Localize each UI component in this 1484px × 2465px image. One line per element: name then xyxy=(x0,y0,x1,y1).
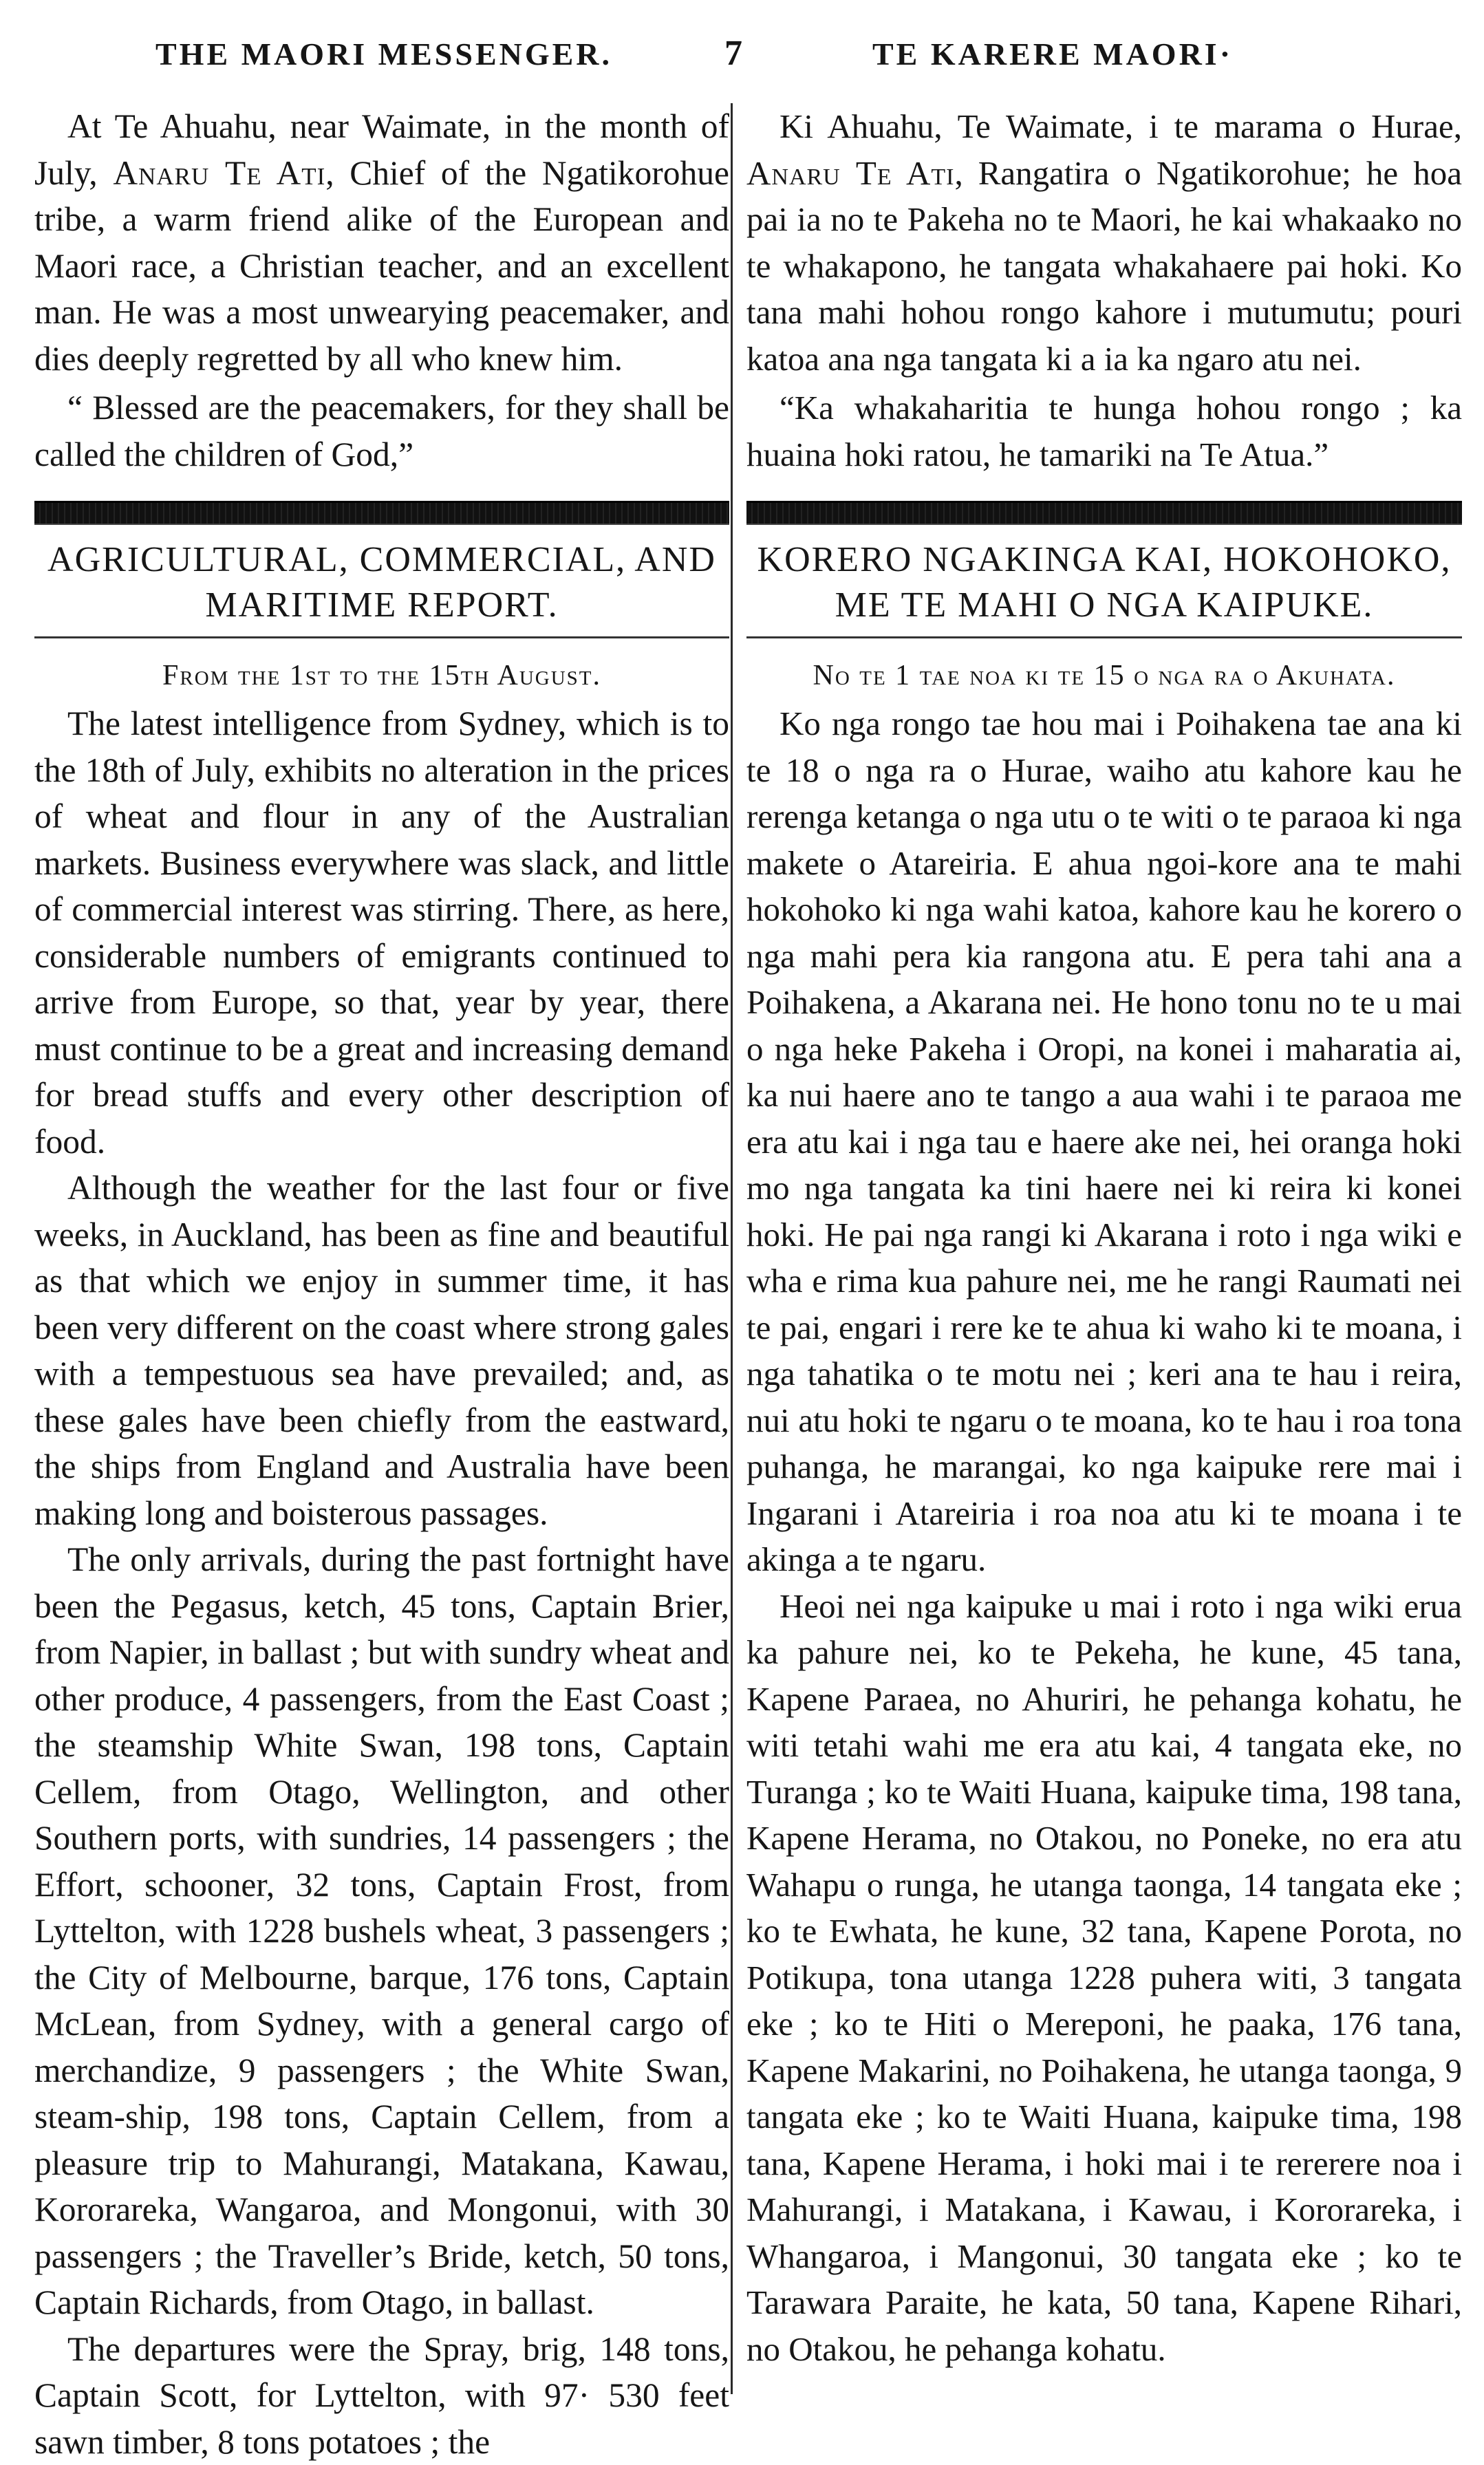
page-header xyxy=(0,12,1484,81)
section-title-maori: KORERO NGAKINGA KAI, HOKOHOKO, ME TE MAHI O NGA KAIPUKE. xyxy=(746,537,1462,628)
obituary-quote: “ Blessed are the peacemakers, for they shall be called the children of God,” xyxy=(34,385,729,477)
report-paragraph-3: The only arrivals, during the past fortnight have been the Pegasus, ketch, 45 tons, Captain Brier, from Napier, in ballast ; but with sundry wheat and other produce, 4 passengers, from the East Coast ; the steamship White Swan, 198 tons, Captain Cellem, from Otago, Wellington, and other Southern ports, with sundries, 14 passengers ; the Effort, schooner, 32 tons, Captain Frost, from Lyttelton, with 1228 bushels wheat, 3 passengers ; the City of Melbourne, barque, 176 tons, Captain McLean, from Sydney, with a general cargo of merchandize, 9 passengers ; the White Swan, steam-ship, 198 tons, Captain Cellem, from a pleasure trip to Mahurangi, Matakana, Kawau, Kororareka, Wangaroa, and Mongonui, with 30 passengers ; the Traveller’s Bride, ketch, 50 tons, Captain Richards, from Otago, in ballast. xyxy=(34,1536,729,2326)
report-paragraph-4: The departures were the Spray, brig, 148 tons, Captain Scott, for Lyttelton, with 97· 530 feet sawn timber, 8 tons potatoes ; the xyxy=(34,2326,729,2465)
column-divider xyxy=(731,103,733,2394)
obituary-name: Anaru Te Ati xyxy=(113,154,325,192)
obituary-name-maori: Anaru Te Ati xyxy=(746,154,954,192)
section-title: AGRICULTURAL, COMMERCIAL, AND MARITIME REPORT. xyxy=(34,537,729,628)
report-paragraph-1: The latest intelligence from Sydney, which is to the 18th of July, exhibits no alteration in the prices of wheat and flour in any of the Australian markets. Business everywhere was slack, and little of commercial interest was stirring. There, as here, considerable numbers of emigrants continued to arrive from Europe, so that, year by year, there must continue to be a great and increasing demand for bread stuffs and every other description of food. xyxy=(34,700,729,1165)
obituary-paragraph-maori xyxy=(746,103,1462,382)
report-paragraph-2-maori: Heoi nei nga kaipuke u mai i roto i nga wiki erua ka pahure nei, ko te Pekeha, he kune, 45 tana, Kapene Paraea, no Ahuriri, he pehanga kohatu, he witi tetahi wahi me era atu kai, 4 tangata eke, no Turanga ; ko te Waiti Huana, kaipuke tima, 198 tana, Kapene Herama, no Otakou, no Poneke, no era atu Wahapu o runga, he utanga taonga, 14 tangata eke ; ko te Ewhata, he kune, 32 tana, Kapene Porota, no Potikupa, tona utanga 1228 puhera witi, 3 tangata eke ; ko te Hiti o Mereponi, he paaka, 176 tana, Kapene Makarini, no Poihakena, he utanga taonga, 9 tangata eke ; ko te Waiti Huana, kaipuke tima, 198 tana, Kapene Herama, i hoki mai i te rererere noa i Mahurangi, i Matakana, i Kawau, i Kororareka, i Whangaroa, i Mangonui, 30 tangata eke ; ko te Tarawara Paraite, he kata, 50 tana, Kapene Rihari, no Otakou, he pehanga kohatu. xyxy=(746,1583,1462,2373)
maori-masthead-title: TE KARERE MAORI· xyxy=(872,36,1233,72)
page-number: 7 xyxy=(724,33,745,74)
maori-column xyxy=(746,103,1462,2372)
obituary-text-start-maori: Ki Ahuahu, Te Waimate, i te marama o Hurae, xyxy=(779,107,1462,145)
obituary-text-start: At Te Ahuahu, near Waimate, in the month of July, xyxy=(34,107,729,192)
obituary-paragraph xyxy=(34,103,729,382)
section-rule xyxy=(34,636,729,638)
section-rule-maori xyxy=(746,636,1462,638)
english-column xyxy=(34,103,729,2465)
section-separator-bar-maori xyxy=(746,501,1462,525)
section-separator-bar xyxy=(34,501,729,525)
obituary-text-end: , Chief of the Ngatikorohue tribe, a warm friend alike of the European and Maori race, a Christian teacher, and an excellent man. He was a most unwearying peacemaker, and dies deeply regretted by all who knew him. xyxy=(34,154,729,378)
report-dateline-maori: No te 1 tae noa ki te 15 o nga ra o Akuhata. xyxy=(746,654,1462,698)
report-paragraph-2: Although the weather for the last four or five weeks, in Auckland, has been as fine and beautiful as that which we enjoy in summer time, it has been very different on the coast where strong gales with a tempestuous sea have prevailed; and, as these gales have been chiefly from the eastward, the ships from England and Australia have been making long and boisterous passages. xyxy=(34,1165,729,1536)
report-paragraph-1-maori: Ko nga rongo tae hou mai i Poihakena tae ana ki te 18 o nga ra o Hurae, waiho atu kahore kau he rerenga ketanga o nga utu o te witi o te paraoa ki nga makete o Atareiria. E ahua ngoi-kore ana te mahi hokohoko ki nga wahi katoa, kahore kau he korero o nga mahi pera kia rangona atu. E pera tahi ana a Poihakena, a Akarana nei. He hono tonu no te u mai o nga heke Pakeha i Oropi, na konei i maharatia ai, ka nui haere ano te tango a aua wahi i te paraoa me era atu kai i nga tau e haere ake nei, hei oranga hoki mo nga tangata ka tini haere nei ki reira ki konei hoki. He pai nga rangi ki Akarana i roto i nga wiki e wha e rima kua pahure nei, me he rangi Raumati nei te pai, engari i rere ke te ahua ki waho ki te moana, i nga tahatika o te motu nei ; keri ana te hau i reira, nui atu hoki te ngaru o te moana, ko te hau i roa tona puhanga, he marangai, ko nga kaipuke rere mai i Ingarani i Atareiria i roa noa atu ki te moana i te akinga a te ngaru. xyxy=(746,700,1462,1583)
obituary-text-end-maori: , Rangatira o Ngatikorohue; he hoa pai ia no te Pakeha no te Maori, he kai whakaako no te whakapono, he tangata whakahaere pai hoki. Ko tana mahi hohou rongo kahore i mutumutu; pouri katoa ana nga tangata ki a ia ka ngaro atu nei. xyxy=(746,154,1462,378)
obituary-quote-maori: “Ka whakaharitia te hunga hohou rongo ; ka huaina hoki ratou, he tamariki na Te Atua.” xyxy=(746,385,1462,477)
english-masthead-title: THE MAORI MESSENGER. xyxy=(155,36,612,72)
report-dateline: From the 1st to the 15th August. xyxy=(34,654,729,698)
